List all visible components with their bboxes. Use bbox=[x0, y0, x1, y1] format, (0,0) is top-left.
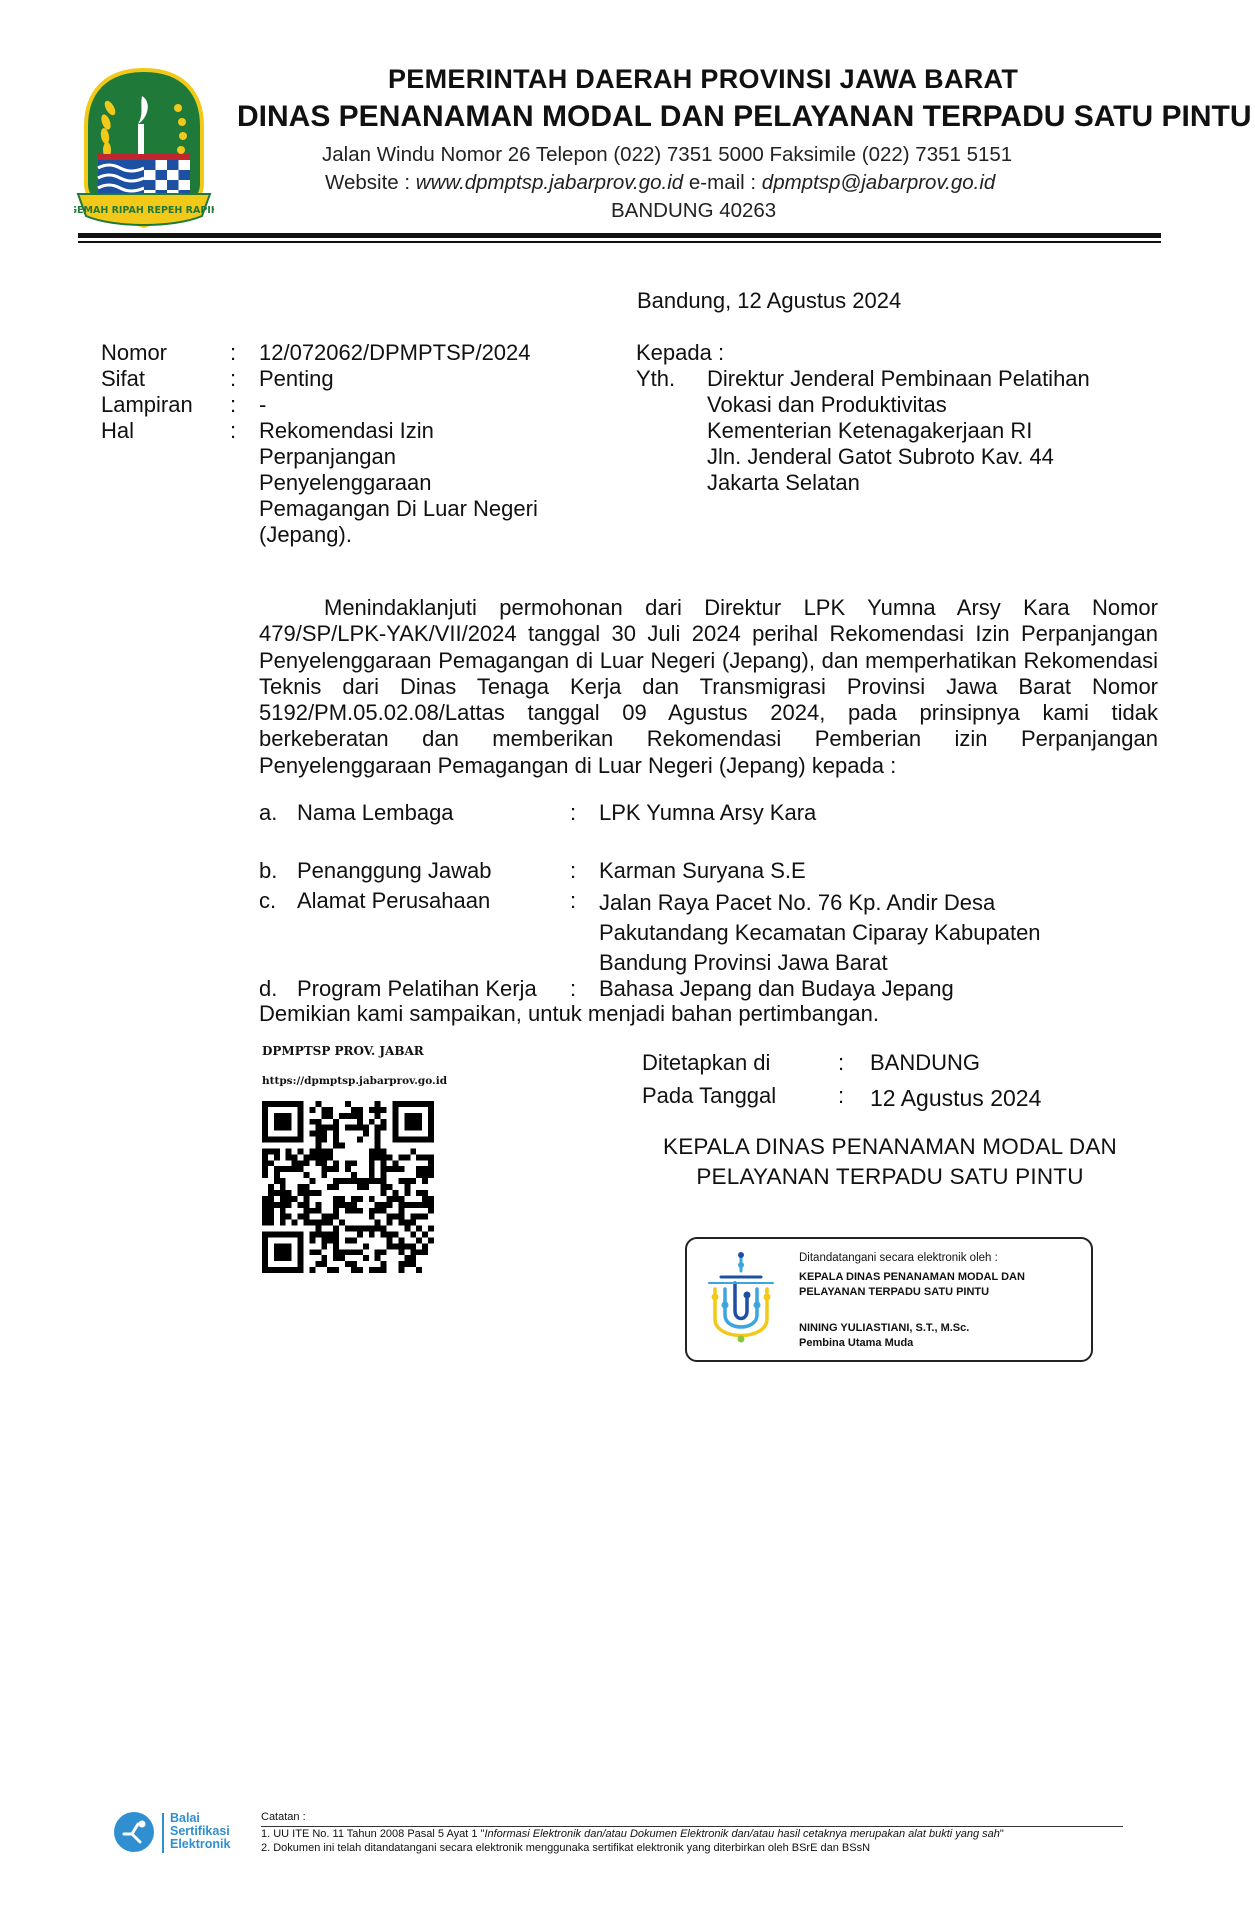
electronic-signature-box bbox=[685, 1237, 1093, 1362]
colon: : bbox=[570, 888, 577, 913]
yth-label: Yth. bbox=[636, 366, 676, 391]
lampiran-label: Lampiran bbox=[101, 392, 193, 417]
recipient-address bbox=[707, 366, 1090, 496]
emblem-motto: GEMAH RIPAH REPEH RAPIH bbox=[74, 205, 214, 216]
west-java-emblem-icon bbox=[74, 66, 214, 234]
letterhead-address: Jalan Windu Nomor 26 Telepon (022) 7351 5000 Faksimile (022) 7351 5151 bbox=[322, 143, 1013, 166]
address-line: Jalan Raya Pacet No. 76 Kp. Andir Desa bbox=[599, 890, 996, 915]
note-1 bbox=[261, 1828, 1004, 1840]
nomor-value: 12/072062/DPMPTSP/2024 bbox=[259, 340, 531, 365]
bsre-divider bbox=[162, 1813, 164, 1853]
colon: : bbox=[230, 418, 237, 443]
letterhead-government: PEMERINTAH DAERAH PROVINSI JAWA BARAT bbox=[388, 64, 1019, 94]
esign-signer bbox=[799, 1321, 969, 1351]
website-link[interactable]: www.dpmptsp.jabarprov.go.id bbox=[415, 171, 684, 194]
esign-position-line: PELAYANAN TERPADU SATU PINTU bbox=[799, 1286, 990, 1298]
letterhead-divider-thin bbox=[78, 241, 1161, 243]
note-1-prefix: 1. UU ITE No. 11 Tahun 2008 Pasal 5 Ayat 1 " bbox=[261, 1828, 485, 1840]
colon: : bbox=[570, 976, 577, 1001]
esign-intro: Ditandatangani secara elektronik oleh : bbox=[799, 1252, 998, 1264]
ditetapkan-value: BANDUNG bbox=[870, 1050, 981, 1075]
recipient-line: Vokasi dan Produktivitas bbox=[707, 392, 947, 417]
detail-label: Penanggung Jawab bbox=[297, 858, 492, 883]
tanggal-value: 12 Agustus 2024 bbox=[870, 1085, 1042, 1111]
colon: : bbox=[838, 1050, 845, 1075]
colon: : bbox=[230, 366, 237, 391]
kepada-label: Kepada : bbox=[636, 340, 725, 365]
tanggal-label: Pada Tanggal bbox=[642, 1083, 777, 1108]
recipient-line: Direktur Jenderal Pembinaan Pelatihan bbox=[707, 366, 1090, 391]
esign-position-line: KEPALA DINAS PENANAMAN MODAL DAN bbox=[799, 1271, 1025, 1283]
detail-value: Karman Suryana S.E bbox=[599, 858, 806, 883]
colon: : bbox=[570, 800, 577, 825]
qr-issuer: DPMPTSP PROV. JABAR bbox=[262, 1044, 424, 1058]
bsre-logo-icon bbox=[112, 1810, 156, 1854]
detail-value bbox=[599, 888, 1041, 978]
bsre-signature-logo-icon bbox=[701, 1249, 781, 1354]
note-1-suffix: " bbox=[999, 1828, 1004, 1840]
hal-line: (Jepang). bbox=[259, 522, 352, 547]
hal-value bbox=[259, 418, 538, 548]
detail-letter: a. bbox=[259, 800, 278, 825]
detail-letter: c. bbox=[259, 888, 277, 913]
email-link[interactable]: dpmptsp@jabarprov.go.id bbox=[761, 171, 996, 194]
hal-label: Hal bbox=[101, 418, 135, 443]
address-line: Bandung Provinsi Jawa Barat bbox=[599, 950, 888, 975]
hal-line: Rekomendasi Izin bbox=[259, 418, 434, 443]
position-line: PELAYANAN TERPADU SATU PINTU bbox=[696, 1164, 1084, 1189]
qr-code-icon[interactable] bbox=[262, 1101, 434, 1273]
colon: : bbox=[838, 1083, 845, 1108]
email-label: e-mail : bbox=[683, 171, 762, 194]
detail-value: LPK Yumna Arsy Kara bbox=[599, 800, 817, 825]
signatory-position bbox=[640, 1132, 1140, 1192]
ditetapkan-label: Ditetapkan di bbox=[642, 1050, 771, 1075]
letter-date: Bandung, 12 Agustus 2024 bbox=[637, 288, 902, 313]
detail-label: Nama Lembaga bbox=[297, 800, 454, 825]
sifat-value: Penting bbox=[259, 366, 334, 391]
note-1-quote: Informasi Elektronik dan/atau Dokumen Elektronik dan/atau hasil cetaknya merupakan alat bukti yang sah bbox=[484, 1828, 1000, 1840]
body-paragraph: Menindaklanjuti permohonan dari Direktur LPK Yumna Arsy Kara Nomor 479/SP/LPK-YAK/VII/2024 tanggal 30 Juli 2024 perihal Rekomendasi Izin Perpanjangan Penyelenggaraan Pemagangan di Luar Negeri (Jepang), dan memperhatikan Rekomendasi Teknis dari Dinas Tenaga Kerja dan Transmigrasi Provinsi Jawa Barat Nomor 5192/PM.05.02.08/Lattas tanggal 09 Agustus 2024, pada prinsipnya kami tidak berkeberatan dan memberikan Rekomendasi Pemberian izin Perpanjangan Penyelenggaraan Pemagangan di Luar Negeri (Jepang) kepada : bbox=[259, 595, 1158, 778]
bsre-name: Balai Sertifikasi Elektronik bbox=[170, 1811, 231, 1851]
closing-sentence: Demikian kami sampaikan, untuk menjadi bahan pertimbangan. bbox=[259, 1001, 880, 1026]
hal-line: Penyelenggaraan bbox=[259, 470, 432, 495]
detail-label: Program Pelatihan Kerja bbox=[297, 976, 537, 1001]
signer-name: NINING YULIASTIANI, S.T., M.Sc. bbox=[799, 1322, 970, 1334]
lampiran-value: - bbox=[259, 392, 267, 417]
esign-position bbox=[799, 1270, 1025, 1300]
letterhead-divider bbox=[78, 233, 1161, 238]
letterhead-agency: DINAS PENANAMAN MODAL DAN PELAYANAN TERPADU SATU PINTU bbox=[237, 100, 1252, 133]
hal-line: Perpanjangan bbox=[259, 444, 397, 469]
colon: : bbox=[230, 340, 237, 365]
detail-letter: d. bbox=[259, 976, 278, 1001]
qr-url: https://dpmptsp.jabarprov.go.id bbox=[262, 1075, 448, 1087]
nomor-label: Nomor bbox=[101, 340, 168, 365]
letterhead-contact bbox=[325, 171, 995, 195]
recipient-line: Jln. Jenderal Gatot Subroto Kav. 44 bbox=[707, 444, 1054, 469]
detail-value: Bahasa Jepang dan Budaya Jepang bbox=[599, 976, 954, 1001]
recipient-line: Kementerian Ketenagakerjaan RI bbox=[707, 418, 1033, 443]
position-line: KEPALA DINAS PENANAMAN MODAL DAN bbox=[662, 1134, 1118, 1159]
note-2: 2. Dokumen ini telah ditandatangani secara elektronik menggunaka sertifikat elektronik yang diterbirkan oleh BSrE dan BSsN bbox=[261, 1842, 871, 1854]
detail-label: Alamat Perusahaan bbox=[297, 888, 491, 913]
website-label: Website : bbox=[325, 171, 416, 194]
address-line: Pakutandang Kecamatan Ciparay Kabupaten bbox=[599, 920, 1041, 945]
detail-letter: b. bbox=[259, 858, 278, 883]
colon: : bbox=[230, 392, 237, 417]
hal-line: Pemagangan Di Luar Negeri bbox=[259, 496, 538, 521]
letterhead-city-postal: BANDUNG 40263 bbox=[611, 199, 777, 222]
colon: : bbox=[570, 858, 577, 883]
sifat-label: Sifat bbox=[101, 366, 146, 391]
notes-title: Catatan : bbox=[261, 1811, 306, 1823]
recipient-line: Jakarta Selatan bbox=[707, 470, 860, 495]
signer-rank: Pembina Utama Muda bbox=[799, 1337, 914, 1349]
notes-divider bbox=[261, 1826, 1123, 1827]
